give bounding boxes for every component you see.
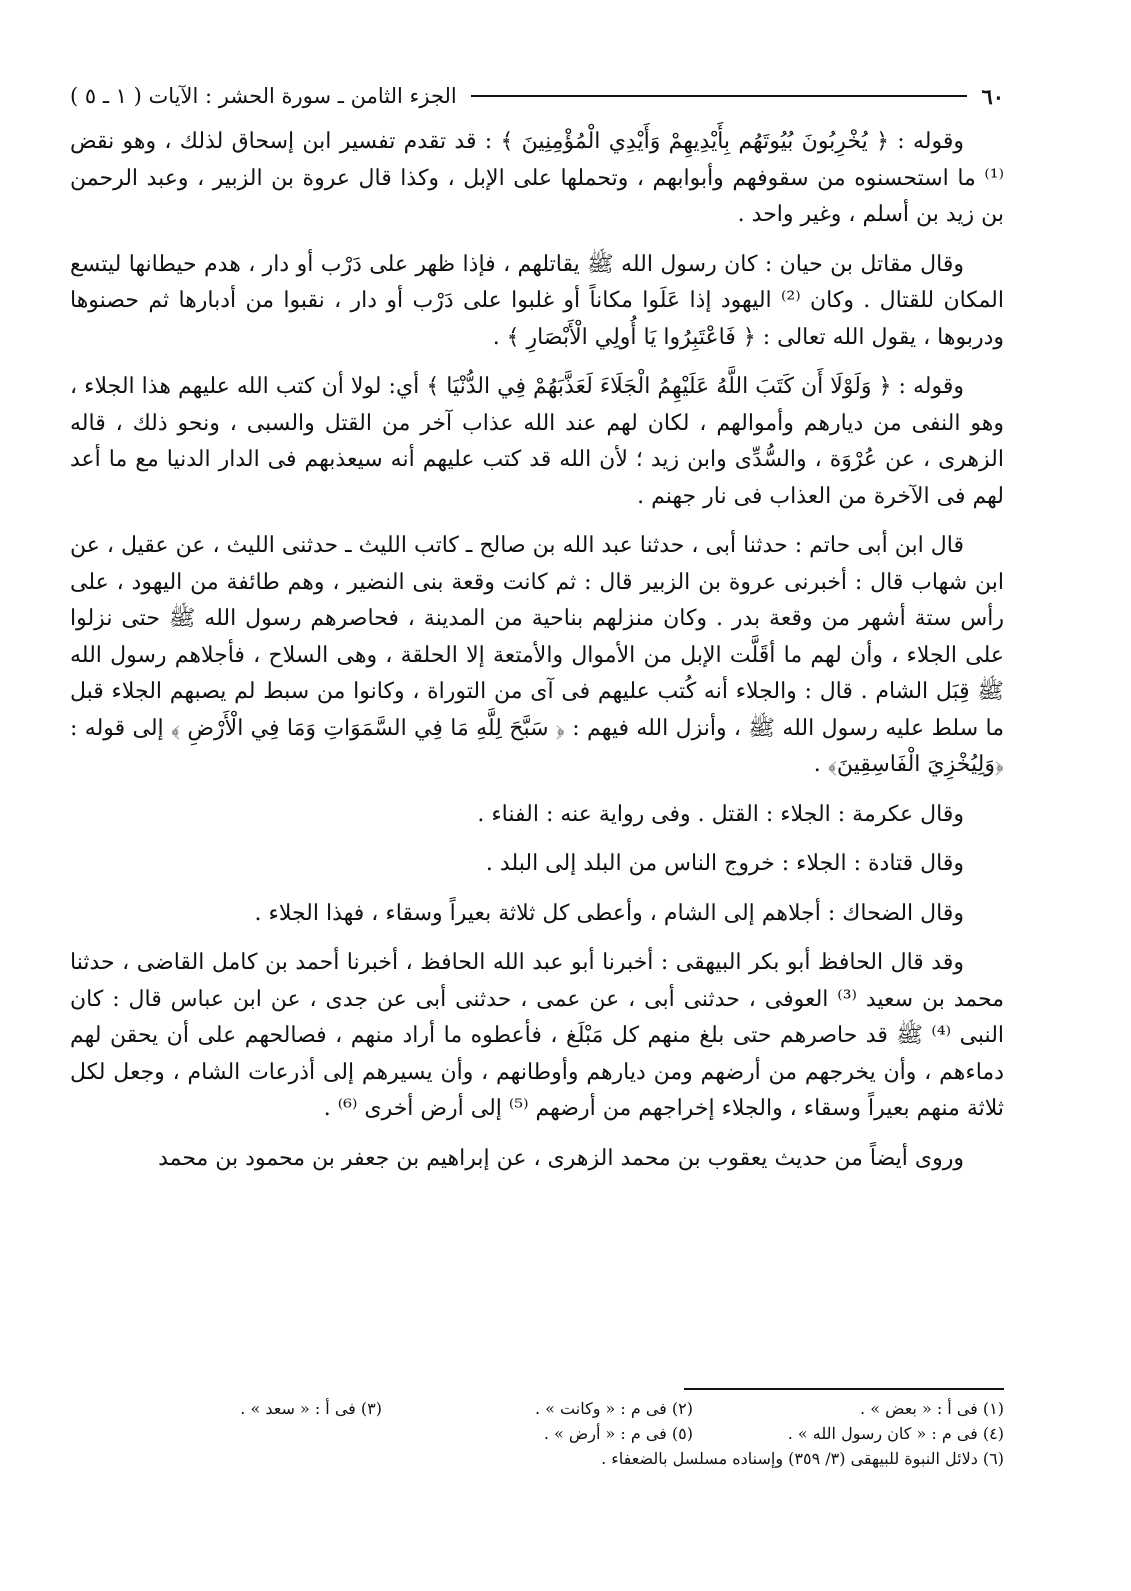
footnote-3: (٣) فى أ : « سعد » .	[240, 1399, 382, 1418]
paragraph-7: وقال الضحاك : أجلاهم إلى الشام ، وأعطى كل ثلاثة بعيراً وسقاء ، فهذا الجلاء .	[254, 900, 964, 926]
paragraph-3: وقوله : ﴿ وَلَوْلَا أَن كَتَبَ اللَّهُ عَلَيْهِمُ الْجَلَاءَ لَعَذَّبَهُمْ فِي الدُّنْيَا ﴾ أي: لولا أن كتب الله عليهم هذا الجلاء ، وهو النفى من ديارهم وأموالهم ، لكان لهم عند الله عذاب آخر من القتل والسبى ، ونحو ذلك ، قاله الزهرى ، عن عُرْوَة ، والسُّدِّى وابن زيد ؛ لأن الله قد كتب عليهم أنه سيعذبهم فى الدار الدنيا مع ما أعد لهم فى الآخرة من العذاب فى نار جهنم .	[70, 374, 1004, 509]
page-number: ٦٠	[981, 83, 1004, 109]
paragraph-9: وروى أيضاً من حديث يعقوب بن محمد الزهرى ، عن إبراهيم بن جعفر بن محمود بن محمد	[158, 1145, 964, 1171]
paragraph-1: وقوله : ﴿ يُخْرِبُونَ بُيُوتَهُم بِأَيْدِيهِمْ وَأَيْدِي الْمُؤْمِنِينَ ﴾ : قد تقدم تفسير ابن إسحاق لذلك ، وهو نقض ⁽¹⁾ ما استحسنوه من سقوفهم وأبوابهم ، وتحملها على الإبل ، وكذا قال عروة بن الزبير ، وعبد الرحمن بن زيد بن أسلم ، وغير واحد .	[70, 129, 1004, 227]
footnote-rule	[684, 1388, 1004, 1390]
header-title: الجزء الثامن ـ سورة الحشر : الآيات ( ١ ـ ٥ )	[70, 84, 457, 108]
footnote-1: (١) فى أ : « بعض » .	[860, 1399, 1004, 1418]
paragraph-8: وقد قال الحافظ أبو بكر البيهقى : أخبرنا أبو عبد الله الحافظ ، أخبرنا أحمد بن كامل القاضى ، حدثنا محمد بن سعيد ⁽³⁾ العوفى ، حدثنى أبى ، عن عمى ، حدثنى أبى عن جدى ، عن ابن عباس قال : كان النبى ⁽⁴⁾ ﷺ قد حاصرهم حتى بلغ منهم كل مَبْلَغ ، فأعطوه ما أراد منهم ، فصالحهم على أن يحقن لهم دماءهم ، وأن يخرجهم من أرضهم ومن ديارهم وأوطانهم ، وأن يسيرهم إلى أذرعات الشام ، وجعل لكل ثلاثة منهم بعيراً وسقاء ، والجلاء إخراجهم من أرضهم ⁽⁵⁾ إلى أرض أخرى ⁽⁶⁾ .	[70, 950, 1005, 1121]
footnotes	[70, 1388, 1004, 1471]
footnote-row-1	[70, 1396, 1004, 1421]
running-header	[70, 78, 1004, 114]
paragraph-5: وقال عكرمة : الجلاء : القتل . وفى رواية عنه : الفناء .	[477, 801, 964, 827]
paragraph-2: وقال مقاتل بن حيان : كان رسول الله ﷺ يقاتلهم ، فإذا ظهر على دَرْب أو دار ، هدم حيطانها ليتسع المكان للقتال . وكان ⁽²⁾ اليهود إذا عَلَوا مكاناً أو غلبوا على دَرْب أو دار ، نقبوا من أدبارها ثم حصنوها ودربوها ، يقول الله تعالى : ﴿ فَاعْتَبِرُوا يَا أُولِي الْأَبْصَارِ ﴾ .	[70, 251, 1004, 350]
footnote-4: (٤) فى م : « كان رسول الله » .	[787, 1424, 1004, 1443]
page-body	[70, 78, 1004, 1177]
footnote-5: (٥) فى م : « أرض » .	[543, 1424, 693, 1443]
paragraph-6: وقال قتادة : الجلاء : خروج الناس من البلد إلى البلد .	[485, 851, 964, 876]
footnote-row-2	[70, 1421, 1004, 1446]
footnote-2: (٢) فى م : « وكانت » .	[534, 1399, 693, 1418]
footnote-6: (٦) دلائل النبوة للبيهقى (٣/ ٣٥٩) وإسناده مسلسل بالضعفاء .	[601, 1449, 1004, 1468]
header-rule	[471, 95, 968, 97]
paragraph-4: قال ابن أبى حاتم : حدثنا أبى ، حدثنا عبد الله بن صالح ـ كاتب الليث ـ حدثنى الليث ، عن عقيل ، عن ابن شهاب قال : أخبرنى عروة بن الزبير قال : ثم كانت وقعة بنى النضير ، وهم طائفة من اليهود ، على رأس ستة أشهر من وقعة بدر . وكان منزلهم بناحية من المدينة ، فحاصرهم رسول الله ﷺ حتى نزلوا على الجلاء ، وأن لهم ما أقَلَّت الإبل من الأموال والأمتعة إلا الحلقة ، وهى السلاح ، فأجلاهم رسول الله ﷺ قِبَل الشام . قال : والجلاء أنه كُتب عليهم فى آى من التوراة ، وكانوا من سبط لم يصبهم الجلاء قبل ما سلط عليه رسول الله ﷺ ، وأنزل الله فيهم : ﴿ سَبَّحَ لِلَّهِ مَا فِي السَّمَوَاتِ وَمَا فِي الْأَرْضِ ﴾ إلى قوله : ﴿وَلِيُخْزِيَ الْفَاسِقِينَ﴾ .	[70, 533, 1004, 777]
